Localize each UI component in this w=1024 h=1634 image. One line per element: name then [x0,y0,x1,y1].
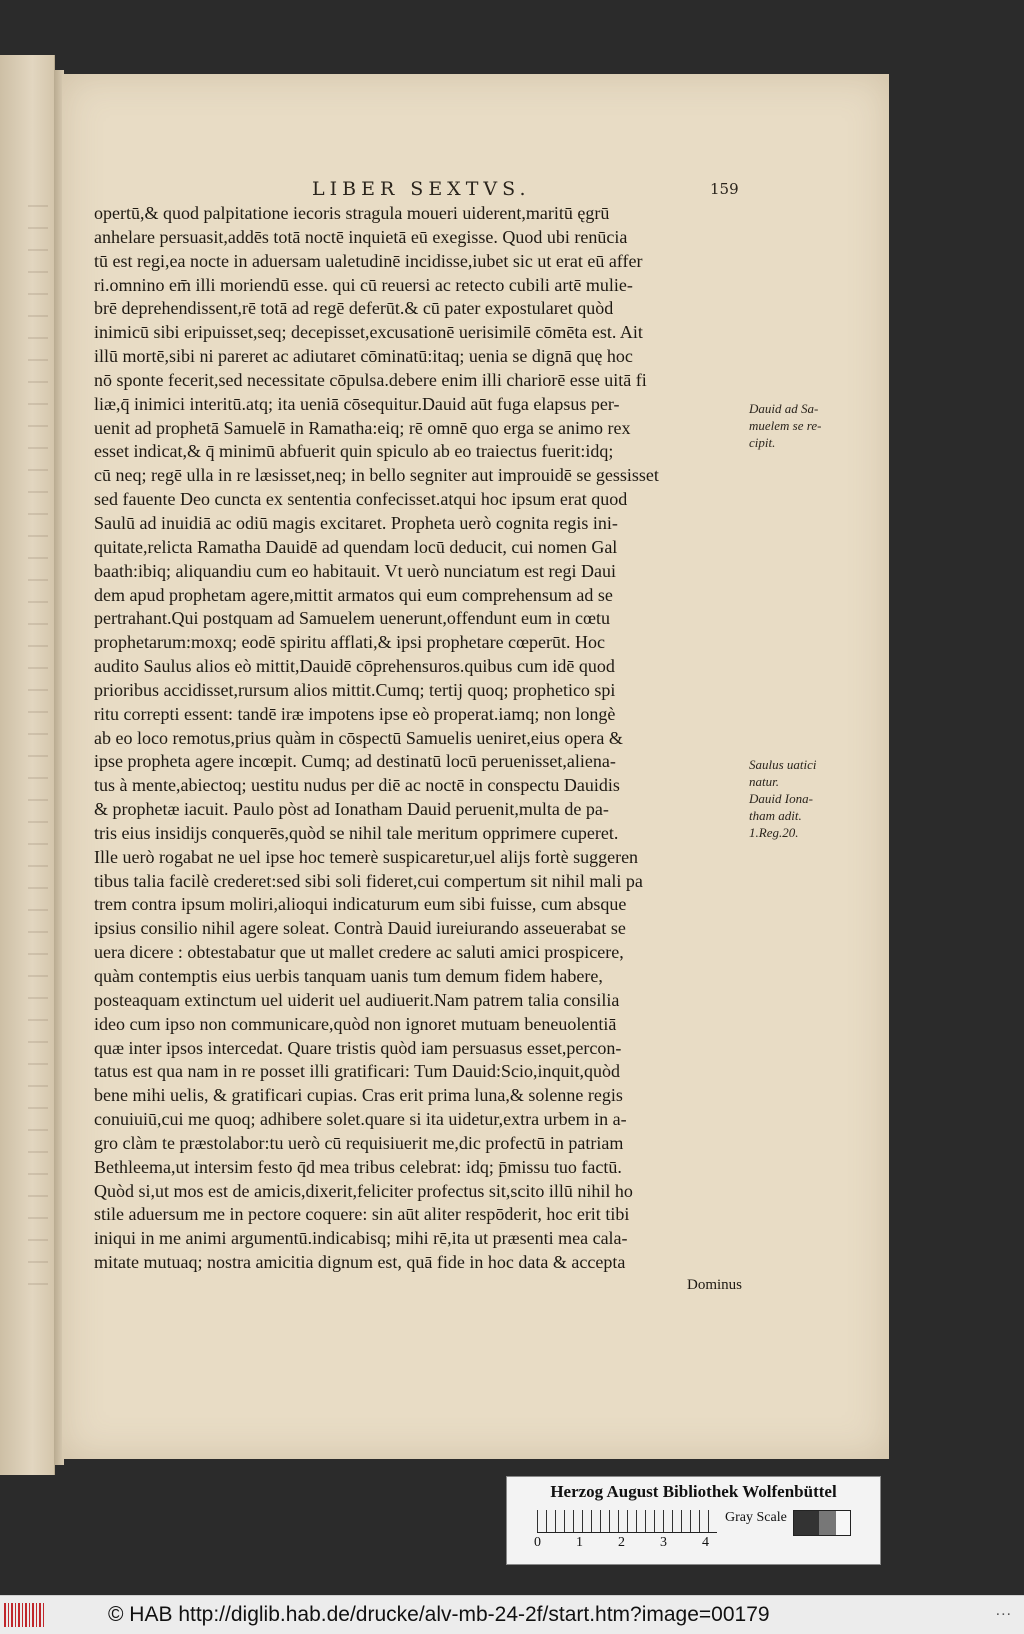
text-line: ipsius consilio nihil agere soleat. Contrà Dauid iureiurando asseuerabat se [94,918,626,939]
text-line: Saulū ad inuidiā ac odiū magis excitaret. Propheta uerò cognita regis ini- [94,512,618,533]
barcode-icon [4,1603,46,1627]
margin-note-1 [749,400,859,451]
text-line: uera dicere : obtestabatur que ut mallet credere ac saluti amici prospicere, [94,942,624,963]
text-line: dem apud prophetam agere,mittit armatos qui eum comprehensum ad se [94,584,613,605]
scale-tick-label: 2 [618,1535,625,1550]
scale-tick-label: 3 [660,1535,667,1550]
catchword: Dominus [686,1276,742,1293]
text-line: liæ,q̄ inimici interitū.atq; ita ueniā cōsequitur.Dauid aūt fuga elapsus per- [94,393,620,414]
text-line: prophetarum:moxq; eodē spiritu afflati,& ipsi prophetare cœperūt. Hoc [94,632,606,653]
text-line: ab eo loco remotus,prius quàm in cōspectū Samuelis ueniret,eius opera & [94,727,623,748]
text-line: nō sponte fecerit,sed necessitate cōpulsa.debere enim illi chariorē esse uitā fi [94,369,647,390]
more-options-icon[interactable]: ... [995,1602,1012,1619]
text-line: Bethleema,ut intersim festo q̄d mea tribus celebrat: idq; p̄missu tuo factū. [94,1156,622,1177]
text-line: anhelare persuasit,addēs totā noctē inquietā eū exegisse. Quod ubi renūcia [94,226,628,247]
book-page [62,74,889,1459]
text-line: mitate mutuaq; nostra amicitia dignum est, quā fide in hoc data & accepta [94,1252,626,1273]
text-line: iniqui in me animi argumentū.indicabisq; mihi rē,ita ut præsenti mea cala- [94,1228,628,1249]
text-line: tatus est qua nam in re posset illi gratificari: Tum Dauid:Scio,inquit,quòd [94,1061,620,1082]
text-line: baath:ibiq; aliquandiu cum eo habitauit. Vt uerò nunciatum est regi Daui [94,560,617,581]
text-line: Quòd si,ut mos est de amicis,dixerit,feliciter profectus sit,scito illū nihil ho [94,1180,633,1201]
text-line: opertū,& quod palpitatione iecoris stragula moueri uiderent,maritū ęgrū [94,203,610,223]
text-line: conuiuiū,cui me quoq; adhibere solet.quare si ita uidetur,extra urbem in a- [94,1109,627,1130]
text-line: ipse propheta agere incœpit. Cumq; ad destinatū locū peruenisset,aliena- [94,751,616,772]
text-line: uenit ad prophetā Samuelē in Ramatha:eiq; rē omnē quo erga se animo rex [94,417,631,438]
margin-note-line: 1.Reg.20. [749,825,799,840]
viewer-footer [0,1595,1024,1634]
text-line: quitate,relicta Ramatha Dauidē ad quendam locū deducit, cui nomen Gal [94,536,618,557]
margin-note-line: natur. [749,774,779,789]
margin-note-line: cipit. [749,435,776,450]
gray-scale-swatch [793,1510,851,1536]
text-line: inimicū sibi eripuisset,seq; decepisset,excusationē uerisimilē cōmēta est. Ait [94,322,643,343]
scale-tick-labels [534,1535,717,1553]
folio-number: 159 [710,180,739,198]
text-line: tibus talia facilè crederet:sed sibi soli fideret,cui compertum sit nihil mali pa [94,870,643,891]
scale-tick-label: 1 [576,1535,583,1550]
text-line: illū mortē,sibi ni pareret ac adiutaret cōminatū:itaq; uenia se dignā quę hoc [94,346,633,367]
text-line: tus à mente,abiectoq; uestitu nudus per diē ac noctē in conspectu Dauidis [94,775,620,796]
text-line: cū neq; regē ulla in re læsisset,neq; in bello segniter aut improuidē se gessisset [94,465,659,486]
text-line: prioribus accidisset,rursum alios mittit.Cumq; tertij quoq; prophetico spi [94,679,616,700]
margin-note-2 [749,756,859,841]
text-line: tū est regi,ea nocte in aduersam ualetudinē incidisse,iubet sic ut erat eū affer [94,250,643,271]
text-line: ritu correpti essent: tandē iræ impotens ipse eò properat.iamq; non longè [94,703,616,724]
running-title: LIBER SEXTVS. [312,178,531,200]
text-line: ideo cum ipso non communicare,quòd non ignoret mutuam beneuolentiā [94,1013,617,1034]
text-line: tris eius insidijs conquerēs,quòd se nihil tale meritum opprimere cuperet. [94,822,619,843]
library-name: Herzog August Bibliothek Wolfenbüttel [550,1482,837,1501]
facing-page-edge [0,55,55,1475]
text-line: Ille uerò rogabat ne uel ipse hoc temerè suspicaretur,uel alijs fortè suggeren [94,846,639,867]
text-line: pertrahant.Qui postquam ad Samuelem uenerunt,offendunt eum in cœtu [94,608,611,629]
text-line: bene mihi uelis, & gratificari cupias. Cras erit prima luna,& solenne regis [94,1085,623,1106]
margin-note-line: Saulus uatici [749,757,817,772]
facing-page-text-edge [28,205,48,1305]
margin-note-line: tham adit. [749,808,802,823]
text-line: stile aduersum me in pectore coquere: sin aūt aliter respōderit, hoc erit tibi [94,1204,630,1225]
text-line: trem contra ipsum moliri,alioqui indicaturum eum sibi fuisse, cum absque [94,894,627,915]
text-line: quàm contemptis eius uerbis tanquam uanis tum demum fidem habere, [94,966,603,986]
text-line: sed fauente Deo cuncta ex sententia confecisset.atqui hoc ipsum erat quod [94,489,628,510]
page-header [62,178,889,204]
text-line: gro clàm te præstolabor:tu uerò cū requisiuerit me,dic profectū in patriam [94,1132,624,1153]
text-line: esset indicat,& q̄ minimū abfuerit quin spiculo ab eo traiectus fuerit:idq; [94,441,614,462]
source-url-text[interactable]: © HAB http://diglib.hab.de/drucke/alv-mb-24-2f/start.htm?image=00179 [108,1603,770,1626]
scale-ruler [537,1510,717,1533]
text-line: ri.omnino em̄ illi moriendū esse. qui cū reuersi ac retecto cubili artē mulie- [94,274,633,295]
scale-tick-label: 4 [702,1535,709,1550]
margin-note-line: Dauid Iona- [749,791,813,806]
main-text-block [94,202,744,1295]
text-line: & prophetæ iacuit. Paulo pòst ad Ionatham Dauid peruenit,multa de pa- [94,799,609,820]
margin-note-line: muelem se re- [749,418,822,433]
text-line: posteaquam extinctum uel uiderit uel audiuerit.Nam patrem talia consilia [94,989,620,1010]
scale-tick-label: 0 [534,1535,541,1550]
text-line: quæ inter ipsos intercedat. Quare tristis quòd iam persuasus esset,percon- [94,1037,622,1058]
margin-note-line: Dauid ad Sa- [749,401,819,416]
color-calibration-target [506,1476,881,1565]
text-line: brē deprehendissent,rē totā ad regē deferūt.& cū pater expostularet quòd [94,298,614,319]
gray-scale-label: Gray Scale [725,1510,787,1525]
text-line: audito Saulus alios eò mittit,Dauidē cōprehensuros.quibus cum idē quod [94,656,615,677]
